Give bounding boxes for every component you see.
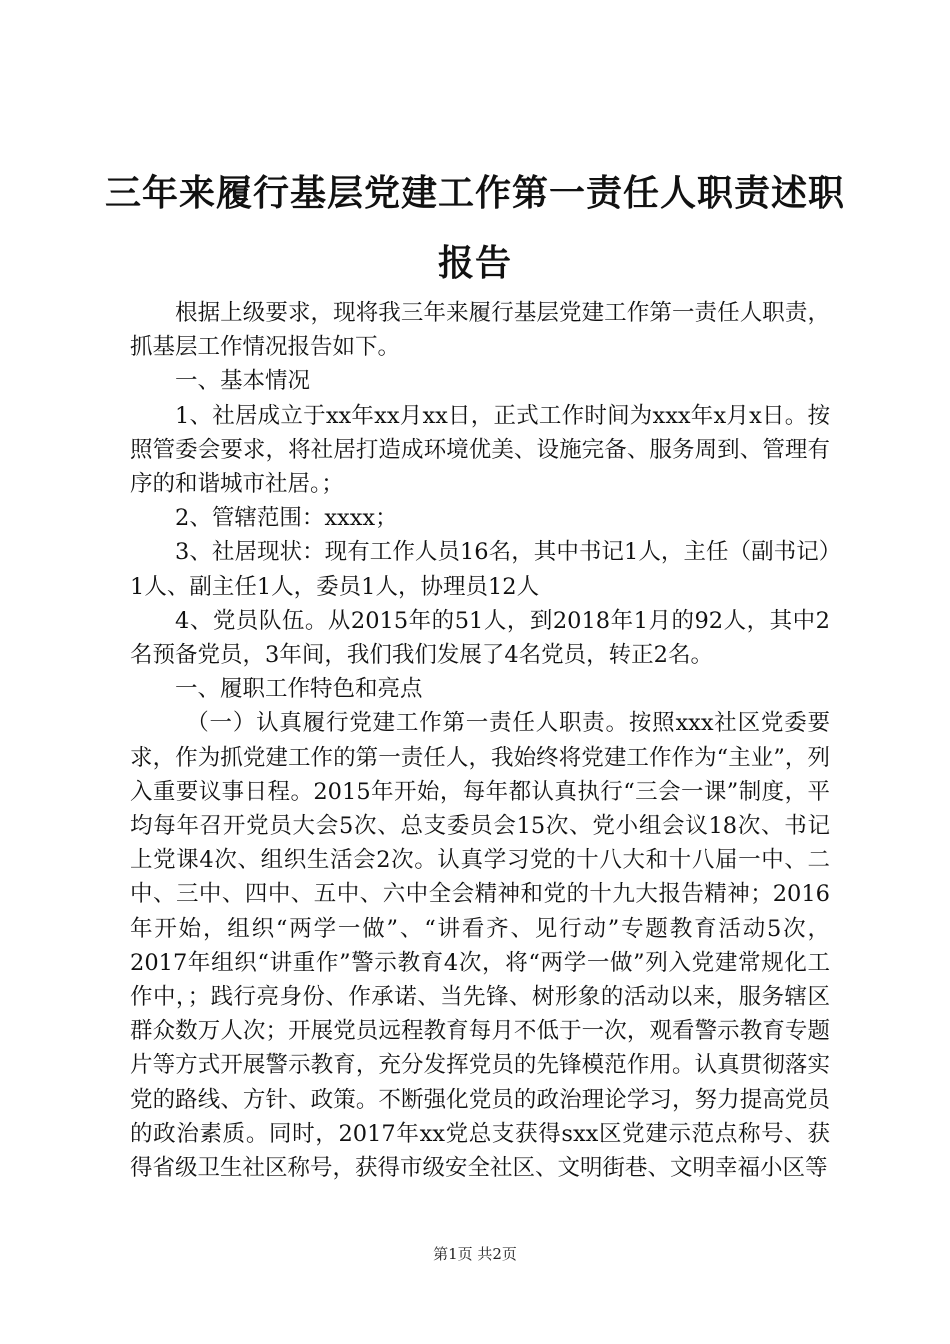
page-indicator: 第1页 共2页 [433, 1245, 517, 1263]
section-heading-highlights: 一、履职工作特色和亮点 [175, 676, 423, 703]
paragraph-item-4: 4、党员队伍。从2015年的51人，到2018年1月的92人，其中2名预备党员，3年间，我们我们发展了4名党员，转正2名。 [130, 607, 830, 669]
paragraph-subsection-1: （一）认真履行党建工作第一责任人职责。按照xxx社区党委要求，作为抓党建工作的第一责任人，我始终将党建工作作为“主业”，列入重要议事日程。2015年开始，每年都认真执行“三会一课”制度，平均每年召开党员大会5次、总支委员会15次、党小组会议18次、书记上党课4次、组织生活会2次。认真学习党的十八大和十八届一中、二中、三中、四中、五中、六中全会精神和党的十九大报告精神；2016年开始，组织“两学一做”、“讲看齐、见行动”专题教育活动5次，2017年组织“讲重作”警示教育4次，将“两学一做”列入党建常规化工作中，；践行亮身份、作承诺、当先锋、树形象的活动以来，服务辖区群众数万人次；开展党员远程教育每月不低于一次，观看警示教育专题片等方式开展警示教育，充分发挥党员的先锋模范作用。认真贯彻落实党的路线、方针、政策。不断强化党员的政治理论学习，努力提高党员的政治素质。同时，2017年xx党总支获得sxx区党建示范点称号、获得省级卫生社区称号，获得市级安全社区、文明街巷、文明幸福小区等 [130, 710, 830, 1182]
paragraph-item-1: 1、社居成立于xx年xx月xx日，正式工作时间为xxx年x月x日。按照管委会要求，将社居打造成环境优美、设施完备、服务周到、管理有序的和谐城市社居。； [130, 402, 830, 498]
paragraph-item-2: 2、管辖范围：xxxx； [175, 505, 398, 532]
paragraph-intro: 根据上级要求，现将我三年来履行基层党建工作第一责任人职责，抓基层工作情况报告如下。 [130, 300, 830, 361]
paragraph-item-3: 3、社居现状：现有工作人员16名，其中书记1人，主任（副书记）1人、副主任1人，委员1人，协理员12人 [130, 539, 830, 600]
document-body [130, 296, 830, 1185]
document-title: 三年来履行基层党建工作第一责任人职责述职报告 [104, 172, 845, 284]
section-heading-basic-info: 一、基本情况 [175, 368, 311, 395]
